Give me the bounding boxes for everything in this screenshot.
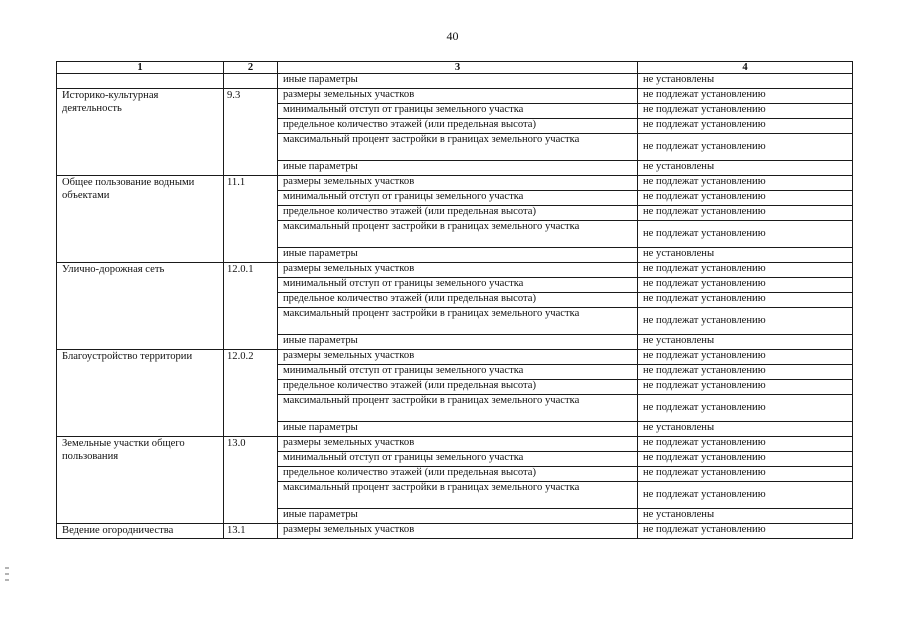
parameter-cell: минимальный отступ от границы земельного участка <box>278 365 638 380</box>
column-header-3: 3 <box>278 62 638 74</box>
margin-tick-icon <box>4 566 10 586</box>
value-cell: не подлежат установлению <box>638 308 853 335</box>
table-body <box>57 74 853 539</box>
use-name-cell: Ведение огородничества <box>57 524 224 539</box>
column-header-2: 2 <box>224 62 278 74</box>
value-cell: не подлежат установлению <box>638 524 853 539</box>
use-name-cell: Земельные участки общего пользования <box>57 437 224 524</box>
parameter-cell: иные параметры <box>278 161 638 176</box>
table-header-row <box>57 62 853 74</box>
parameter-cell: предельное количество этажей (или предельная высота) <box>278 293 638 308</box>
parameter-cell: иные параметры <box>278 248 638 263</box>
value-cell: не подлежат установлению <box>638 437 853 452</box>
parameter-cell: минимальный отступ от границы земельного участка <box>278 104 638 119</box>
parameter-cell: максимальный процент застройки в границах земельного участка <box>278 395 638 422</box>
value-cell: не установлены <box>638 161 853 176</box>
value-cell: не подлежат установлению <box>638 350 853 365</box>
parameter-cell: предельное количество этажей (или предельная высота) <box>278 206 638 221</box>
value-cell: не подлежат установлению <box>638 365 853 380</box>
use-name-cell: Благоустройство территории <box>57 350 224 437</box>
use-name-cell <box>57 74 224 89</box>
parameter-cell: предельное количество этажей (или предельная высота) <box>278 119 638 134</box>
use-code-cell: 9.3 <box>224 89 278 176</box>
value-cell: не установлены <box>638 509 853 524</box>
value-cell: не подлежат установлению <box>638 278 853 293</box>
use-code-cell: 13.0 <box>224 437 278 524</box>
parameter-cell: предельное количество этажей (или предельная высота) <box>278 380 638 395</box>
value-cell: не подлежат установлению <box>638 263 853 278</box>
value-cell: не подлежат установлению <box>638 191 853 206</box>
parameter-cell: предельное количество этажей (или предельная высота) <box>278 467 638 482</box>
value-cell: не подлежат установлению <box>638 176 853 191</box>
value-cell: не подлежат установлению <box>638 134 853 161</box>
value-cell: не подлежат установлению <box>638 104 853 119</box>
value-cell: не подлежат установлению <box>638 395 853 422</box>
column-header-1: 1 <box>57 62 224 74</box>
value-cell: не подлежат установлению <box>638 221 853 248</box>
parameter-cell: минимальный отступ от границы земельного участка <box>278 191 638 206</box>
parameter-cell: максимальный процент застройки в границах земельного участка <box>278 221 638 248</box>
table-row <box>57 176 853 191</box>
value-cell: не подлежат установлению <box>638 482 853 509</box>
use-name-cell: Улично-дорожная сеть <box>57 263 224 350</box>
parameter-cell: максимальный процент застройки в границах земельного участка <box>278 482 638 509</box>
value-cell: не подлежат установлению <box>638 452 853 467</box>
table-row <box>57 437 853 452</box>
parameter-cell: максимальный процент застройки в границах земельного участка <box>278 308 638 335</box>
use-code-cell: 11.1 <box>224 176 278 263</box>
parameter-cell: размеры земельных участков <box>278 524 638 539</box>
table-row <box>57 263 853 278</box>
parameter-cell: иные параметры <box>278 509 638 524</box>
use-name-cell: Общее пользование водными объектами <box>57 176 224 263</box>
table-row <box>57 524 853 539</box>
value-cell: не подлежат установлению <box>638 119 853 134</box>
parameter-cell: размеры земельных участков <box>278 176 638 191</box>
value-cell: не установлены <box>638 335 853 350</box>
parameter-cell: минимальный отступ от границы земельного участка <box>278 278 638 293</box>
table-row <box>57 89 853 104</box>
parameters-table <box>56 61 853 539</box>
use-code-cell: 12.0.1 <box>224 263 278 350</box>
value-cell: не подлежат установлению <box>638 89 853 104</box>
use-code-cell <box>224 74 278 89</box>
value-cell: не установлены <box>638 422 853 437</box>
parameter-cell: минимальный отступ от границы земельного участка <box>278 452 638 467</box>
column-header-4: 4 <box>638 62 853 74</box>
parameter-cell: иные параметры <box>278 74 638 89</box>
use-name-cell: Историко-культурная деятельность <box>57 89 224 176</box>
value-cell: не подлежат установлению <box>638 380 853 395</box>
margin-mark <box>4 566 10 588</box>
value-cell: не подлежат установлению <box>638 293 853 308</box>
parameter-cell: размеры земельных участков <box>278 263 638 278</box>
value-cell: не подлежат установлению <box>638 467 853 482</box>
table-row <box>57 74 853 89</box>
table-row <box>57 350 853 365</box>
use-code-cell: 13.1 <box>224 524 278 539</box>
value-cell: не установлены <box>638 74 853 89</box>
parameter-cell: максимальный процент застройки в границах земельного участка <box>278 134 638 161</box>
parameter-cell: иные параметры <box>278 335 638 350</box>
parameter-cell: размеры земельных участков <box>278 350 638 365</box>
page-number: 40 <box>446 29 459 43</box>
parameter-cell: иные параметры <box>278 422 638 437</box>
use-code-cell: 12.0.2 <box>224 350 278 437</box>
value-cell: не подлежат установлению <box>638 206 853 221</box>
parameter-cell: размеры земельных участков <box>278 437 638 452</box>
parameter-cell: размеры земельных участков <box>278 89 638 104</box>
value-cell: не установлены <box>638 248 853 263</box>
